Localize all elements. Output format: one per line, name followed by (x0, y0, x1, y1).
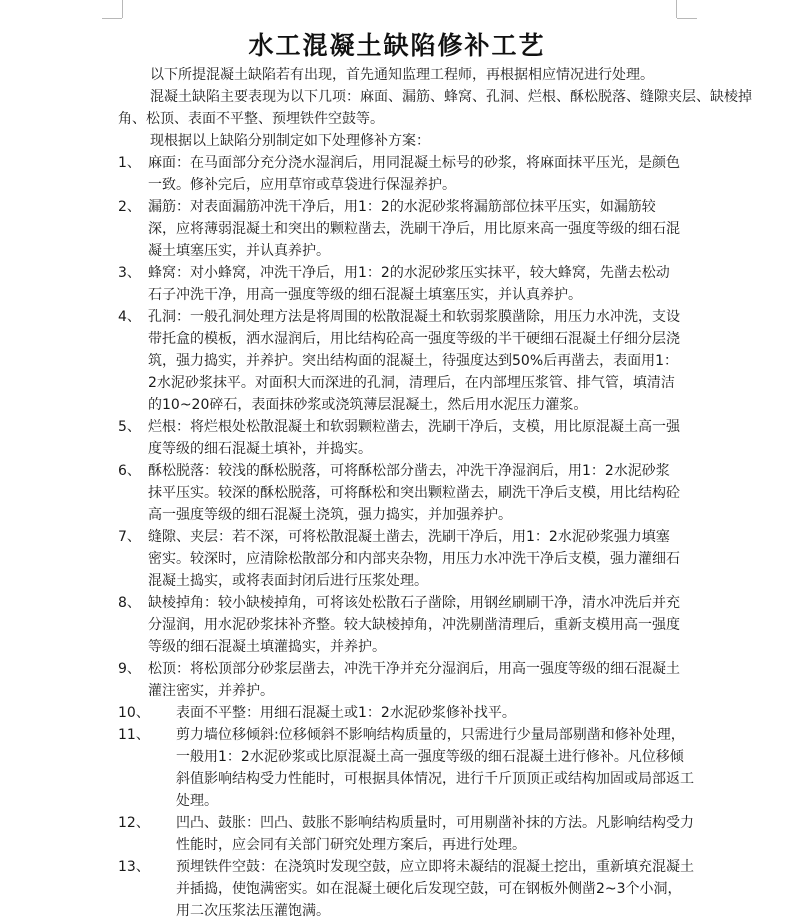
list-item (0, 812, 794, 856)
list-item (0, 152, 794, 196)
intro-paragraph-2: 混凝土缺陷主要表现为以下几项：麻面、漏筋、蜂窝、孔洞、烂根、酥松脱落、缝隙夹层、缺棱掉角、松顶、表面不平整、预埋铁件空鼓等。 (118, 89, 752, 127)
list-item (0, 856, 794, 922)
crop-mark-top-right (676, 0, 677, 18)
document-title: 水工混凝土缺陷修补工艺 (248, 31, 546, 60)
list-item-text: 凹凸、鼓胀：凹凸、鼓胀不影响结构质量时，可用剔凿补抹的方法。凡影响结构受力性能时，应会同有关部门研究处理方案后，再进行处理。 (176, 815, 694, 853)
list-item-text: 漏筋：对表面漏筋冲洗干净后，用1：2的水泥砂浆将漏筋部位抹平压实，如漏筋较深，应将薄弱混凝土和突出的颗粒凿去，洗刷干净后，用比原来高一强度等级的细石混凝土填塞压实，并认真养护。 (148, 199, 680, 259)
list-item-number: 12、 (118, 815, 150, 831)
list-item (0, 306, 794, 416)
list-item (0, 460, 794, 526)
list-item-number: 11、 (118, 727, 150, 743)
list-item-text: 缝隙、夹层：若不深，可将松散混凝土凿去，洗刷干净后，用1：2水泥砂浆强力填塞密实。较深时，应清除松散部分和内部夹杂物，用压力水冲洗干净后支模，强力灌细石混凝土捣实，或将表面封闭后进行压浆处理。 (148, 529, 680, 589)
list-item (0, 592, 794, 658)
list-item (0, 526, 794, 592)
list-item (0, 724, 794, 812)
intro-paragraph-1: 以下所提混凝土缺陷若有出现，首先通知监理工程师，再根据相应情况进行处理。 (150, 67, 654, 83)
list-item-text: 麻面：在马面部分充分浇水湿润后，用同混凝土标号的砂浆，将麻面抹平压光，是颜色一致。修补完后，应用草帘或草袋进行保湿养护。 (148, 155, 680, 193)
list-item (0, 702, 794, 724)
list-item-number: 5、 (118, 419, 141, 435)
list-item-text: 表面不平整：用细石混凝土或1：2水泥砂浆修补找平。 (176, 705, 516, 721)
list-item (0, 416, 794, 460)
intro-paragraph-3: 现根据以上缺陷分别制定如下处理修补方案： (150, 133, 430, 149)
crop-mark-top-left-h (102, 18, 122, 19)
crop-mark-top-right-h (677, 18, 697, 19)
list-item-number: 4、 (118, 309, 141, 325)
list-item-text: 烂根：将烂根处松散混凝土和软弱颗粒凿去，洗刷干净后，支模，用比原混凝土高一强度等级的细石混凝土填补，并捣实。 (148, 419, 680, 457)
list-item (0, 658, 794, 702)
crop-mark-top-left (122, 0, 123, 18)
list-item-text: 酥松脱落：较浅的酥松脱落，可将酥松部分凿去，冲洗干净湿润后，用1：2水泥砂浆抹平压实。较深的酥松脱落，可将酥松和突出颗粒凿去，刷洗干净后支模，用比结构砼高一强度等级的细石混凝土浇筑，强力捣实，并加强养护。 (148, 463, 680, 523)
list-item-text: 预埋铁件空鼓：在浇筑时发现空鼓，应立即将未凝结的混凝土挖出，重新填充混凝土并插捣，使饱满密实。如在混凝土硬化后发现空鼓，可在钢板外侧凿2~3个小洞，用二次压浆法压灌饱满。 (176, 859, 694, 919)
list-item-text: 缺棱掉角：较小缺棱掉角，可将该处松散石子凿除，用钢丝刷刷干净，清水冲洗后并充分湿润，用水泥砂浆抹补齐整。较大缺棱掉角，冲洗剔凿清理后，重新支模用高一强度等级的细石混凝土填灌捣实，并养护。 (148, 595, 680, 655)
list-item-number: 10、 (118, 705, 150, 721)
list-item-number: 13、 (118, 859, 150, 875)
list-item-number: 7、 (118, 529, 141, 545)
list-item-text: 蜂窝：对小蜂窝，冲洗干净后，用1：2的水泥砂浆压实抹平，较大蜂窝，先凿去松动石子冲洗干净，用高一强度等级的细石混凝土填塞压实，并认真养护。 (148, 265, 670, 303)
list-item-number: 3、 (118, 265, 141, 281)
list-item-number: 8、 (118, 595, 141, 611)
list-item-text: 剪力墙位移倾斜:位移倾斜不影响结构质量的，只需进行少量局部剔凿和修补处理，一般用1：2水泥砂浆或比原混凝土高一强度等级的细石混凝土进行修补。凡位移倾斜值影响结构受力性能时，可根据具体情况，进行千斤顶顶正或结构加固或局部返工处理。 (176, 727, 694, 809)
list-item-number: 6、 (118, 463, 141, 479)
list-item-text: 松顶：将松顶部分砂浆层凿去，冲洗干净并充分湿润后，用高一强度等级的细石混凝土灌注密实，并养护。 (148, 661, 680, 699)
list-item-number: 2、 (118, 199, 141, 215)
list-item-number: 9、 (118, 661, 141, 677)
list-item-text: 孔洞：一般孔洞处理方法是将周围的松散混凝土和软弱浆膜凿除，用压力水冲洗，支设带托盒的模板，洒水湿润后，用比结构砼高一强度等级的半干硬细石混凝土仔细分层浇筑，强力捣实，并养护。突出结构面的混凝土，待强度达到50%后再凿去，表面用1：2水泥砂浆抹平。对面积大而深进的孔洞，清理后，在内部埋压浆管、排气管，填清洁的10~20碎石，表面抹砂浆或浇筑薄层混凝土，然后用水泥压力灌浆。 (148, 309, 680, 413)
repair-list (0, 152, 794, 922)
document-body (0, 64, 794, 922)
list-item (0, 196, 794, 262)
list-item-number: 1、 (118, 155, 141, 171)
list-item (0, 262, 794, 306)
